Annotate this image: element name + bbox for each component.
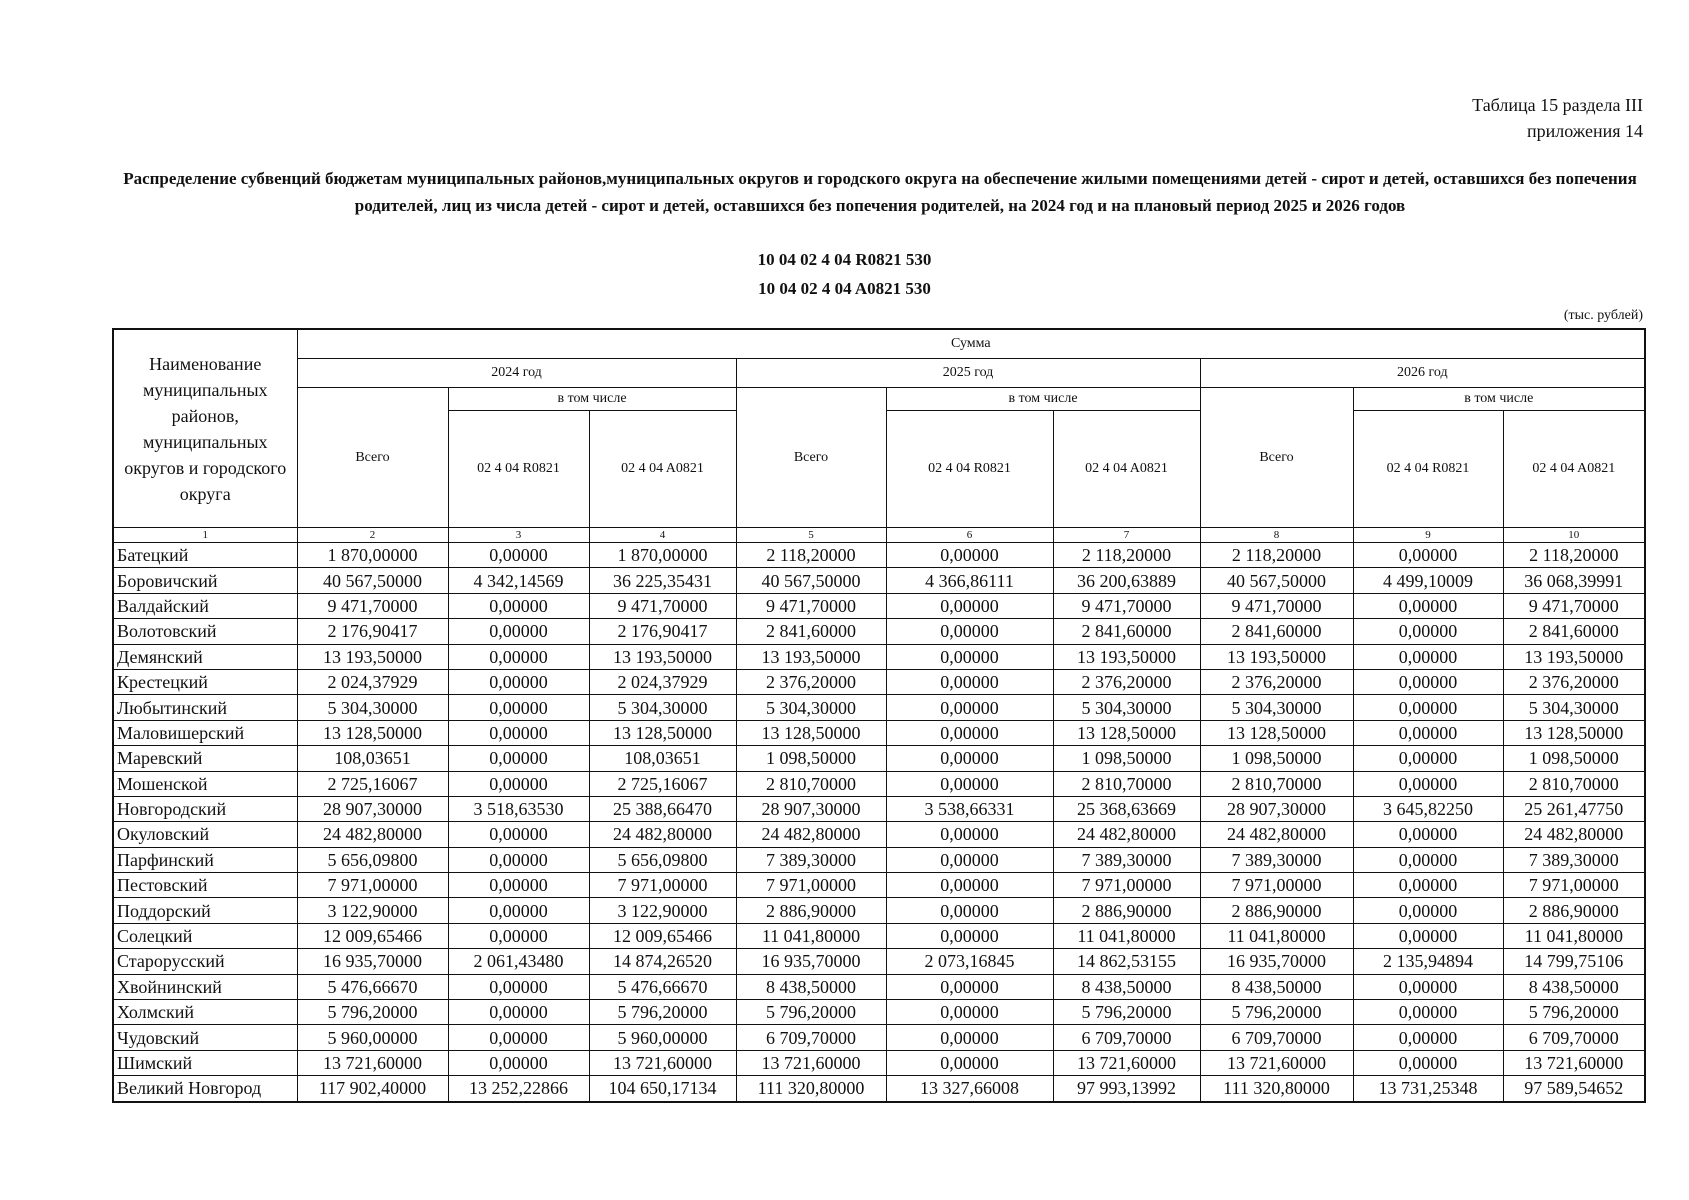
total-2026-cell: 7 389,30000 — [1200, 847, 1353, 872]
a0821-2026-cell: 14 799,75106 — [1503, 949, 1645, 974]
a0821-2024-cell: 2 725,16067 — [589, 771, 736, 796]
budget-code-line-2: 10 04 02 4 04 A0821 530 — [758, 279, 931, 298]
a0821-2025-cell: 13 721,60000 — [1053, 1050, 1200, 1075]
a0821-2025-cell: 5 304,30000 — [1053, 695, 1200, 720]
r0821-2024-cell: 0,00000 — [448, 898, 589, 923]
r0821-2026-cell: 0,00000 — [1353, 898, 1503, 923]
r0821-2026-cell: 2 135,94894 — [1353, 949, 1503, 974]
total-2024-cell: 13 193,50000 — [297, 644, 448, 669]
document-title: Распределение субвенций бюджетам муниципальных районов,муниципальных округов и городского округа на обеспечение жилыми помещениями детей - сирот и детей, оставшихся без попечения родителей, лиц из числа детей - сирот и детей, оставшихся без попечения родителей, на 2024 год и на плановый период 2025 и 2026 годов — [123, 169, 1637, 215]
r0821-2026-cell: 0,00000 — [1353, 746, 1503, 771]
r0821-2025-cell: 0,00000 — [886, 974, 1053, 999]
total-2024-cell: 28 907,30000 — [297, 796, 448, 821]
table-row — [113, 695, 1645, 720]
column-number: 9 — [1353, 528, 1503, 543]
total-2025-cell: 5 796,20000 — [736, 1000, 886, 1025]
r0821-2025-cell: 0,00000 — [886, 1000, 1053, 1025]
r0821-2025-cell: 0,00000 — [886, 695, 1053, 720]
total-2025-cell: 16 935,70000 — [736, 949, 886, 974]
table-row — [113, 644, 1645, 669]
total-2025-cell: 28 907,30000 — [736, 796, 886, 821]
a0821-2026-cell: 5 304,30000 — [1503, 695, 1645, 720]
total-2024-cell: 5 796,20000 — [297, 1000, 448, 1025]
municipality-name-cell: Батецкий — [113, 543, 297, 568]
r0821-2025-cell: 13 327,66008 — [886, 1076, 1053, 1102]
r0821-2024-cell: 0,00000 — [448, 746, 589, 771]
total-2024-cell: 9 471,70000 — [297, 593, 448, 618]
a0821-2026-cell: 9 471,70000 — [1503, 593, 1645, 618]
a0821-2024-cell: 9 471,70000 — [589, 593, 736, 618]
municipality-name-cell: Мошенской — [113, 771, 297, 796]
total-2025-cell: 2 841,60000 — [736, 619, 886, 644]
table-row — [113, 593, 1645, 618]
column-number: 8 — [1200, 528, 1353, 543]
total-2025-cell: 13 193,50000 — [736, 644, 886, 669]
a0821-2024-cell: 1 870,00000 — [589, 543, 736, 568]
r0821-2025-cell: 0,00000 — [886, 771, 1053, 796]
r0821-2025-cell: 0,00000 — [886, 822, 1053, 847]
table-body — [113, 543, 1645, 1102]
a0821-2024-cell: 24 482,80000 — [589, 822, 736, 847]
r0821-2026-cell: 0,00000 — [1353, 771, 1503, 796]
r0821-2024-cell: 0,00000 — [448, 847, 589, 872]
a0821-2025-cell: 13 128,50000 — [1053, 720, 1200, 745]
a0821-2025-cell: 5 796,20000 — [1053, 1000, 1200, 1025]
header-code-a-2025: 02 4 04 A0821 — [1053, 411, 1200, 528]
total-2025-cell: 2 810,70000 — [736, 771, 886, 796]
r0821-2026-cell: 13 731,25348 — [1353, 1076, 1503, 1102]
a0821-2024-cell: 12 009,65466 — [589, 923, 736, 948]
a0821-2025-cell: 11 041,80000 — [1053, 923, 1200, 948]
r0821-2024-cell: 0,00000 — [448, 1050, 589, 1075]
r0821-2026-cell: 0,00000 — [1353, 695, 1503, 720]
total-2025-cell: 8 438,50000 — [736, 974, 886, 999]
total-2025-cell: 2 886,90000 — [736, 898, 886, 923]
units-note: (тыс. рублей) — [1563, 308, 1643, 323]
a0821-2026-cell: 13 128,50000 — [1503, 720, 1645, 745]
table-row — [113, 771, 1645, 796]
total-2026-cell: 2 810,70000 — [1200, 771, 1353, 796]
r0821-2025-cell: 0,00000 — [886, 619, 1053, 644]
r0821-2026-cell: 0,00000 — [1353, 644, 1503, 669]
total-2024-cell: 117 902,40000 — [297, 1076, 448, 1102]
a0821-2026-cell: 8 438,50000 — [1503, 974, 1645, 999]
a0821-2026-cell: 7 971,00000 — [1503, 873, 1645, 898]
municipality-name-cell: Маревский — [113, 746, 297, 771]
municipality-name-cell: Хвойнинский — [113, 974, 297, 999]
a0821-2025-cell: 7 971,00000 — [1053, 873, 1200, 898]
municipality-name-cell: Поддорский — [113, 898, 297, 923]
total-2024-cell: 5 960,00000 — [297, 1025, 448, 1050]
a0821-2025-cell: 2 810,70000 — [1053, 771, 1200, 796]
table-row — [113, 923, 1645, 948]
a0821-2024-cell: 14 874,26520 — [589, 949, 736, 974]
header-code-r-2024: 02 4 04 R0821 — [448, 411, 589, 528]
a0821-2024-cell: 25 388,66470 — [589, 796, 736, 821]
total-2025-cell: 13 128,50000 — [736, 720, 886, 745]
header-total-2026: Всего — [1200, 388, 1353, 528]
a0821-2026-cell: 97 589,54652 — [1503, 1076, 1645, 1102]
r0821-2025-cell: 3 538,66331 — [886, 796, 1053, 821]
a0821-2024-cell: 3 122,90000 — [589, 898, 736, 923]
r0821-2026-cell: 0,00000 — [1353, 543, 1503, 568]
a0821-2025-cell: 9 471,70000 — [1053, 593, 1200, 618]
total-2026-cell: 5 796,20000 — [1200, 1000, 1353, 1025]
total-2024-cell: 40 567,50000 — [297, 568, 448, 593]
a0821-2025-cell: 2 118,20000 — [1053, 543, 1200, 568]
r0821-2024-cell: 0,00000 — [448, 720, 589, 745]
r0821-2024-cell: 0,00000 — [448, 822, 589, 847]
total-2025-cell: 40 567,50000 — [736, 568, 886, 593]
header-code-a-2026: 02 4 04 A0821 — [1503, 411, 1645, 528]
total-2026-cell: 6 709,70000 — [1200, 1025, 1353, 1050]
total-2024-cell: 2 024,37929 — [297, 669, 448, 694]
total-2024-cell: 1 870,00000 — [297, 543, 448, 568]
a0821-2026-cell: 2 810,70000 — [1503, 771, 1645, 796]
r0821-2025-cell: 0,00000 — [886, 720, 1053, 745]
r0821-2025-cell: 0,00000 — [886, 593, 1053, 618]
a0821-2026-cell: 13 721,60000 — [1503, 1050, 1645, 1075]
a0821-2024-cell: 7 971,00000 — [589, 873, 736, 898]
a0821-2026-cell: 36 068,39991 — [1503, 568, 1645, 593]
header-total-2024: Всего — [297, 388, 448, 528]
municipality-name-cell: Окуловский — [113, 822, 297, 847]
municipality-name-cell: Крестецкий — [113, 669, 297, 694]
municipality-name-cell: Любытинский — [113, 695, 297, 720]
r0821-2025-cell: 2 073,16845 — [886, 949, 1053, 974]
r0821-2024-cell: 0,00000 — [448, 923, 589, 948]
total-2026-cell: 8 438,50000 — [1200, 974, 1353, 999]
table-reference — [1472, 92, 1643, 144]
r0821-2025-cell: 0,00000 — [886, 669, 1053, 694]
municipality-name-cell: Маловишерский — [113, 720, 297, 745]
r0821-2026-cell: 0,00000 — [1353, 1025, 1503, 1050]
total-2025-cell: 7 971,00000 — [736, 873, 886, 898]
municipality-name-cell: Солецкий — [113, 923, 297, 948]
a0821-2025-cell: 25 368,63669 — [1053, 796, 1200, 821]
a0821-2026-cell: 7 389,30000 — [1503, 847, 1645, 872]
table-row — [113, 568, 1645, 593]
total-2024-cell: 108,03651 — [297, 746, 448, 771]
a0821-2024-cell: 5 304,30000 — [589, 695, 736, 720]
table-row — [113, 1025, 1645, 1050]
a0821-2025-cell: 6 709,70000 — [1053, 1025, 1200, 1050]
a0821-2024-cell: 13 193,50000 — [589, 644, 736, 669]
total-2026-cell: 13 193,50000 — [1200, 644, 1353, 669]
a0821-2025-cell: 14 862,53155 — [1053, 949, 1200, 974]
a0821-2025-cell: 24 482,80000 — [1053, 822, 1200, 847]
header-including-2025: в том числе — [886, 388, 1200, 411]
column-number: 4 — [589, 528, 736, 543]
a0821-2026-cell: 5 796,20000 — [1503, 1000, 1645, 1025]
a0821-2026-cell: 6 709,70000 — [1503, 1025, 1645, 1050]
r0821-2024-cell: 0,00000 — [448, 1000, 589, 1025]
header-municipality-name: Наименование муниципальных районов, муниципальных округов и городского округа — [113, 329, 297, 528]
table-row — [113, 847, 1645, 872]
table-row — [113, 1000, 1645, 1025]
r0821-2024-cell: 0,00000 — [448, 1025, 589, 1050]
total-2024-cell: 2 176,90417 — [297, 619, 448, 644]
a0821-2024-cell: 2 024,37929 — [589, 669, 736, 694]
total-2024-cell: 7 971,00000 — [297, 873, 448, 898]
r0821-2025-cell: 0,00000 — [886, 746, 1053, 771]
r0821-2026-cell: 0,00000 — [1353, 1050, 1503, 1075]
total-2026-cell: 1 098,50000 — [1200, 746, 1353, 771]
a0821-2026-cell: 2 376,20000 — [1503, 669, 1645, 694]
r0821-2025-cell: 0,00000 — [886, 847, 1053, 872]
table-row — [113, 1050, 1645, 1075]
a0821-2026-cell: 2 118,20000 — [1503, 543, 1645, 568]
total-2024-cell: 13 128,50000 — [297, 720, 448, 745]
r0821-2026-cell: 0,00000 — [1353, 669, 1503, 694]
municipality-name-cell: Новгородский — [113, 796, 297, 821]
total-2024-cell: 5 304,30000 — [297, 695, 448, 720]
total-2025-cell: 7 389,30000 — [736, 847, 886, 872]
header-including-2026: в том числе — [1353, 388, 1645, 411]
total-2026-cell: 2 886,90000 — [1200, 898, 1353, 923]
total-2024-cell: 24 482,80000 — [297, 822, 448, 847]
a0821-2024-cell: 13 721,60000 — [589, 1050, 736, 1075]
r0821-2024-cell: 0,00000 — [448, 974, 589, 999]
a0821-2025-cell: 97 993,13992 — [1053, 1076, 1200, 1102]
a0821-2026-cell: 2 886,90000 — [1503, 898, 1645, 923]
table-row — [113, 1076, 1645, 1102]
a0821-2024-cell: 5 796,20000 — [589, 1000, 736, 1025]
r0821-2026-cell: 3 645,82250 — [1353, 796, 1503, 821]
a0821-2025-cell: 1 098,50000 — [1053, 746, 1200, 771]
total-2025-cell: 5 304,30000 — [736, 695, 886, 720]
total-2026-cell: 2 841,60000 — [1200, 619, 1353, 644]
r0821-2025-cell: 0,00000 — [886, 1025, 1053, 1050]
table-reference-line-2: приложения 14 — [1526, 121, 1643, 141]
total-2024-cell: 16 935,70000 — [297, 949, 448, 974]
a0821-2024-cell: 5 960,00000 — [589, 1025, 736, 1050]
total-2025-cell: 2 376,20000 — [736, 669, 886, 694]
a0821-2026-cell: 2 841,60000 — [1503, 619, 1645, 644]
column-number: 1 — [113, 528, 297, 543]
r0821-2024-cell: 0,00000 — [448, 695, 589, 720]
r0821-2026-cell: 0,00000 — [1353, 1000, 1503, 1025]
column-number: 10 — [1503, 528, 1645, 543]
municipality-name-cell: Старорусский — [113, 949, 297, 974]
r0821-2024-cell: 0,00000 — [448, 669, 589, 694]
total-2026-cell: 13 128,50000 — [1200, 720, 1353, 745]
municipality-name-cell: Великий Новгород — [113, 1076, 297, 1102]
a0821-2024-cell: 13 128,50000 — [589, 720, 736, 745]
r0821-2026-cell: 4 499,10009 — [1353, 568, 1503, 593]
total-2026-cell: 28 907,30000 — [1200, 796, 1353, 821]
r0821-2024-cell: 3 518,63530 — [448, 796, 589, 821]
a0821-2024-cell: 2 176,90417 — [589, 619, 736, 644]
r0821-2026-cell: 0,00000 — [1353, 593, 1503, 618]
table-row — [113, 822, 1645, 847]
total-2024-cell: 2 725,16067 — [297, 771, 448, 796]
header-code-r-2025: 02 4 04 R0821 — [886, 411, 1053, 528]
table-row — [113, 746, 1645, 771]
total-2025-cell: 9 471,70000 — [736, 593, 886, 618]
total-2024-cell: 3 122,90000 — [297, 898, 448, 923]
table-row — [113, 974, 1645, 999]
r0821-2025-cell: 0,00000 — [886, 543, 1053, 568]
r0821-2025-cell: 4 366,86111 — [886, 568, 1053, 593]
r0821-2024-cell: 13 252,22866 — [448, 1076, 589, 1102]
total-2024-cell: 5 476,66670 — [297, 974, 448, 999]
table-row — [113, 949, 1645, 974]
municipality-name-cell: Холмский — [113, 1000, 297, 1025]
total-2026-cell: 111 320,80000 — [1200, 1076, 1353, 1102]
a0821-2025-cell: 8 438,50000 — [1053, 974, 1200, 999]
r0821-2025-cell: 0,00000 — [886, 898, 1053, 923]
municipality-name-cell: Демянский — [113, 644, 297, 669]
a0821-2026-cell: 13 193,50000 — [1503, 644, 1645, 669]
total-2026-cell: 11 041,80000 — [1200, 923, 1353, 948]
table-row — [113, 543, 1645, 568]
municipality-name-cell: Волотовский — [113, 619, 297, 644]
r0821-2024-cell: 0,00000 — [448, 644, 589, 669]
table-header — [113, 329, 1645, 543]
r0821-2024-cell: 0,00000 — [448, 873, 589, 898]
total-2025-cell: 13 721,60000 — [736, 1050, 886, 1075]
table-reference-line-1: Таблица 15 раздела III — [1472, 95, 1643, 115]
r0821-2024-cell: 2 061,43480 — [448, 949, 589, 974]
r0821-2026-cell: 0,00000 — [1353, 974, 1503, 999]
total-2025-cell: 1 098,50000 — [736, 746, 886, 771]
total-2024-cell: 12 009,65466 — [297, 923, 448, 948]
header-sum: Сумма — [297, 329, 1645, 359]
total-2026-cell: 7 971,00000 — [1200, 873, 1353, 898]
table-row — [113, 873, 1645, 898]
a0821-2025-cell: 2 841,60000 — [1053, 619, 1200, 644]
r0821-2026-cell: 0,00000 — [1353, 822, 1503, 847]
a0821-2024-cell: 108,03651 — [589, 746, 736, 771]
total-2026-cell: 2 118,20000 — [1200, 543, 1353, 568]
municipality-name-cell: Валдайский — [113, 593, 297, 618]
total-2026-cell: 9 471,70000 — [1200, 593, 1353, 618]
total-2024-cell: 13 721,60000 — [297, 1050, 448, 1075]
r0821-2026-cell: 0,00000 — [1353, 720, 1503, 745]
r0821-2024-cell: 0,00000 — [448, 771, 589, 796]
total-2024-cell: 5 656,09800 — [297, 847, 448, 872]
column-number: 5 — [736, 528, 886, 543]
r0821-2025-cell: 0,00000 — [886, 873, 1053, 898]
municipality-name-cell: Парфинский — [113, 847, 297, 872]
table-row — [113, 898, 1645, 923]
a0821-2025-cell: 2 376,20000 — [1053, 669, 1200, 694]
header-code-r-2026: 02 4 04 R0821 — [1353, 411, 1503, 528]
municipality-name-cell: Боровичский — [113, 568, 297, 593]
a0821-2025-cell: 2 886,90000 — [1053, 898, 1200, 923]
total-2025-cell: 6 709,70000 — [736, 1025, 886, 1050]
header-year-2024: 2024 год — [297, 359, 736, 388]
a0821-2024-cell: 104 650,17134 — [589, 1076, 736, 1102]
header-total-2025: Всего — [736, 388, 886, 528]
column-number-row — [113, 528, 1645, 543]
total-2026-cell: 13 721,60000 — [1200, 1050, 1353, 1075]
municipality-name-cell: Шимский — [113, 1050, 297, 1075]
r0821-2026-cell: 0,00000 — [1353, 619, 1503, 644]
total-2026-cell: 5 304,30000 — [1200, 695, 1353, 720]
a0821-2026-cell: 25 261,47750 — [1503, 796, 1645, 821]
total-2026-cell: 40 567,50000 — [1200, 568, 1353, 593]
column-number: 3 — [448, 528, 589, 543]
a0821-2025-cell: 7 389,30000 — [1053, 847, 1200, 872]
header-year-2026: 2026 год — [1200, 359, 1645, 388]
table-row — [113, 619, 1645, 644]
r0821-2026-cell: 0,00000 — [1353, 847, 1503, 872]
table-row — [113, 720, 1645, 745]
total-2025-cell: 2 118,20000 — [736, 543, 886, 568]
r0821-2025-cell: 0,00000 — [886, 644, 1053, 669]
municipality-name-cell: Чудовский — [113, 1025, 297, 1050]
r0821-2024-cell: 0,00000 — [448, 619, 589, 644]
r0821-2025-cell: 0,00000 — [886, 923, 1053, 948]
total-2026-cell: 24 482,80000 — [1200, 822, 1353, 847]
total-2025-cell: 11 041,80000 — [736, 923, 886, 948]
column-number: 6 — [886, 528, 1053, 543]
column-number: 7 — [1053, 528, 1200, 543]
a0821-2024-cell: 36 225,35431 — [589, 568, 736, 593]
a0821-2025-cell: 36 200,63889 — [1053, 568, 1200, 593]
total-2025-cell: 24 482,80000 — [736, 822, 886, 847]
r0821-2024-cell: 4 342,14569 — [448, 568, 589, 593]
header-including-2024: в том числе — [448, 388, 736, 411]
header-year-2025: 2025 год — [736, 359, 1200, 388]
r0821-2024-cell: 0,00000 — [448, 543, 589, 568]
a0821-2026-cell: 1 098,50000 — [1503, 746, 1645, 771]
a0821-2026-cell: 24 482,80000 — [1503, 822, 1645, 847]
a0821-2024-cell: 5 656,09800 — [589, 847, 736, 872]
table-row — [113, 669, 1645, 694]
subsidy-table — [112, 328, 1646, 1103]
total-2026-cell: 16 935,70000 — [1200, 949, 1353, 974]
total-2025-cell: 111 320,80000 — [736, 1076, 886, 1102]
a0821-2025-cell: 13 193,50000 — [1053, 644, 1200, 669]
r0821-2026-cell: 0,00000 — [1353, 873, 1503, 898]
budget-code-line-1: 10 04 02 4 04 R0821 530 — [757, 250, 932, 269]
municipality-name-cell: Пестовский — [113, 873, 297, 898]
total-2026-cell: 2 376,20000 — [1200, 669, 1353, 694]
table-row — [113, 796, 1645, 821]
a0821-2024-cell: 5 476,66670 — [589, 974, 736, 999]
r0821-2025-cell: 0,00000 — [886, 1050, 1053, 1075]
a0821-2026-cell: 11 041,80000 — [1503, 923, 1645, 948]
r0821-2026-cell: 0,00000 — [1353, 923, 1503, 948]
r0821-2024-cell: 0,00000 — [448, 593, 589, 618]
column-number: 2 — [297, 528, 448, 543]
header-code-a-2024: 02 4 04 A0821 — [589, 411, 736, 528]
